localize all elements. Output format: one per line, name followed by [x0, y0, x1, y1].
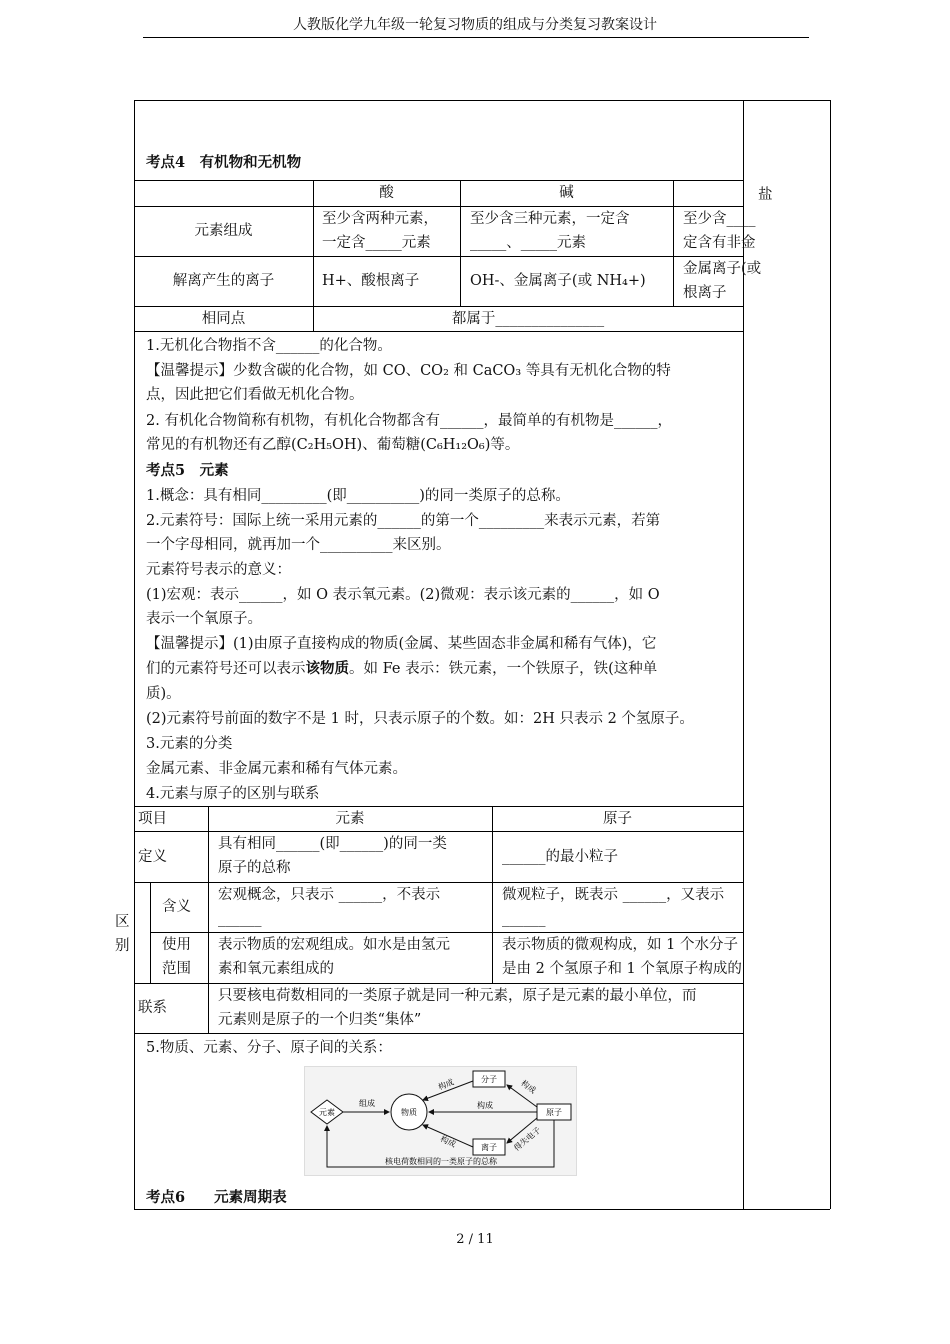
svg-text:原子: 原子	[546, 1108, 562, 1117]
svg-text:得失电子: 得失电子	[512, 1125, 543, 1153]
col-acid: 酸	[379, 185, 394, 201]
section-5-title: 考点5 元素	[146, 462, 229, 479]
svg-text:核电荷数相同的一类原子的总称: 核电荷数相同的一类原子的总称	[385, 1157, 497, 1166]
page-header: 人教版化学九年级一轮复习物质的组成与分类复习教案设计	[293, 17, 657, 33]
row-composition-label: 元素组成	[194, 223, 253, 239]
row-ion-label: 解离产生的离子	[172, 273, 275, 289]
relationship-diagram	[304, 1066, 577, 1176]
frame-right	[830, 100, 831, 1209]
section-4-title: 考点4 有机物和无机物	[146, 154, 302, 171]
svg-text:构成: 构成	[436, 1077, 456, 1092]
frame-top	[134, 100, 830, 101]
page-number: 2 / 11	[456, 1232, 494, 1247]
svg-text:物质: 物质	[401, 1108, 417, 1117]
col-base: 碱	[559, 185, 574, 201]
element-text: 元素	[319, 1108, 335, 1117]
svg-text:分子: 分子	[481, 1075, 497, 1084]
col-item: 项目	[138, 811, 167, 827]
frame-left	[134, 100, 135, 1209]
row-common-label: 相同点	[201, 311, 246, 327]
section-6-title: 考点6 元素周期表	[146, 1189, 287, 1206]
svg-text:构成: 构成	[438, 1134, 458, 1150]
svg-text:构成: 构成	[477, 1101, 493, 1110]
svg-text:构成: 构成	[519, 1078, 538, 1096]
col-atom: 原子	[603, 811, 632, 827]
svg-text:组成: 组成	[359, 1099, 375, 1108]
relationship-diagram-svg	[305, 1067, 576, 1175]
col-element: 元素	[335, 811, 365, 827]
header-rule	[143, 37, 809, 38]
svg-text:离子: 离子	[481, 1143, 497, 1152]
col-salt: 盐	[758, 187, 773, 203]
